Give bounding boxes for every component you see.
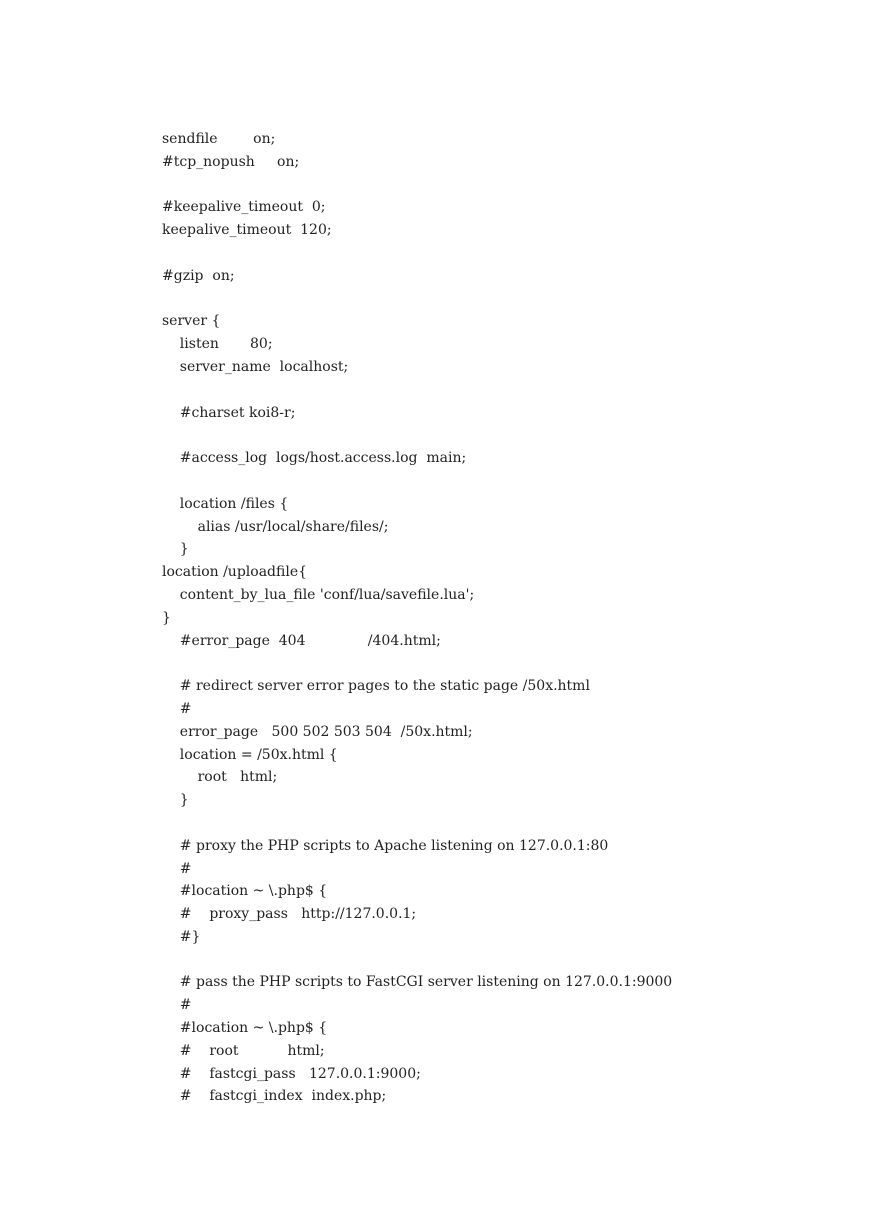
code-line: } (162, 792, 189, 809)
code-line: # (162, 700, 192, 717)
code-line (162, 652, 842, 675)
code-line: } (162, 609, 171, 626)
code-line: listen 80; (162, 336, 273, 353)
code-line: #tcp_nopush on; (162, 153, 300, 170)
code-line: alias /usr/local/share/files/; (162, 518, 389, 535)
code-line: root html; (162, 769, 278, 786)
code-line (162, 949, 842, 972)
code-line: # (162, 997, 192, 1014)
code-line: # (162, 860, 192, 877)
code-line: # redirect server error pages to the static page /50x.html (162, 678, 590, 695)
code-line: #location ~ \.php$ { (162, 1020, 328, 1037)
code-line: location /uploadfile{ (162, 564, 308, 581)
code-line: # root html; (162, 1042, 325, 1059)
code-line: keepalive_timeout 120; (162, 222, 332, 239)
code-line: # proxy_pass http://127.0.0.1; (162, 906, 417, 923)
code-line: # pass the PHP scripts to FastCGI server listening on 127.0.0.1:9000 (162, 974, 673, 991)
config-code-block (162, 128, 842, 1108)
code-line: #} (162, 928, 201, 945)
code-line: #location ~ \.php$ { (162, 883, 328, 900)
code-line (162, 379, 842, 402)
code-line: #error_page 404 /404.html; (162, 632, 441, 649)
code-line: # fastcgi_index index.php; (162, 1088, 387, 1105)
code-line: # fastcgi_pass 127.0.0.1:9000; (162, 1065, 421, 1082)
code-line (162, 424, 842, 447)
code-line (162, 288, 842, 311)
code-line: #charset koi8-r; (162, 404, 296, 421)
code-line: error_page 500 502 503 504 /50x.html; (162, 723, 473, 740)
code-line (162, 470, 842, 493)
code-line: #access_log logs/host.access.log main; (162, 450, 467, 467)
code-line: sendfile on; (162, 131, 276, 147)
code-line: content_by_lua_file 'conf/lua/savefile.lua'; (162, 586, 475, 603)
code-line: } (162, 541, 189, 558)
code-line: # proxy the PHP scripts to Apache listening on 127.0.0.1:80 (162, 837, 609, 854)
code-line: server_name localhost; (162, 358, 349, 375)
code-line: location = /50x.html { (162, 746, 338, 763)
code-line: location /files { (162, 495, 289, 512)
code-line (162, 812, 842, 835)
code-line: #keepalive_timeout 0; (162, 199, 326, 216)
code-line: server { (162, 313, 221, 330)
code-line: #gzip on; (162, 267, 235, 284)
code-line (162, 242, 842, 265)
code-line (162, 174, 842, 197)
